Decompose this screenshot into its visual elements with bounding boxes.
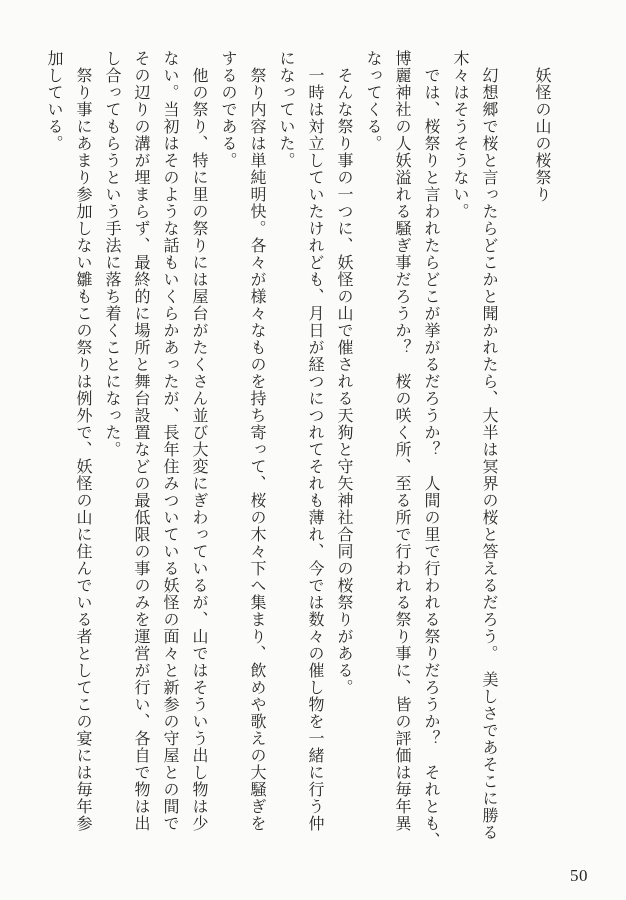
text-line: するのである。 [219, 50, 236, 169]
text-line: になっていた。 [277, 50, 294, 169]
page-number: 50 [570, 866, 588, 885]
text-line: 他の祭り、特に里の祭りには屋台がたくさん並び大変にぎわっているが、山ではそういう出し物は少 [190, 50, 207, 832]
text-line: 木々はそうそうない。 [451, 50, 468, 220]
text-line: 加している。 [45, 50, 62, 152]
text-line: し合ってもらうという手法に落ち着くことになった。 [103, 50, 120, 458]
text-line: 一時は対立していたけれども、月日が経つにつれてそれも薄れ、今では数々の催し物を一緒に行う仲 [306, 50, 323, 832]
text-line: 幻想郷で桜と言ったらどこかと聞かれたら、大半は冥界の桜と答えるだろう。 美しさであそこに勝る [480, 50, 497, 841]
article-title: 妖怪の山の桜祭り [533, 50, 550, 203]
text-line: ない。当初はそのような話もいくらかあったが、長年住みついている妖怪の面々と新参の守屋との間で [161, 50, 178, 832]
text-line: 博麗神社の人妖溢れる騒ぎ事だろうか？ 桜の咲く所、至る所で行われる祭り事に、皆の評価は毎年異 [393, 50, 410, 832]
article-text [39, 50, 556, 872]
text-line: 祭り事にあまり参加しない雛もこの祭りは例外で、妖怪の山に住んでいる者としてこの宴には毎年参 [74, 50, 91, 832]
text-line: 祭り内容は単純明快。各々が様々なものを持ち寄って、桜の木々下へ集まり、飲めや歌えの大騒ぎを [248, 50, 265, 832]
text-line: その辺りの溝が埋まらず、最終的に場所と舞台設置などの最低限の事のみを運営が行い、各自で物は出 [132, 50, 149, 832]
text-line: なってくる。 [364, 50, 381, 152]
text-line: では、桜祭りと言われたらどこが挙がるだろうか？ 人間の里で行われる祭りだろうか？ それとも、 [422, 50, 439, 849]
text-line: そんな祭り事の一つに、妖怪の山で催される天狗と守矢神社合同の桜祭りがある。 [335, 50, 352, 696]
